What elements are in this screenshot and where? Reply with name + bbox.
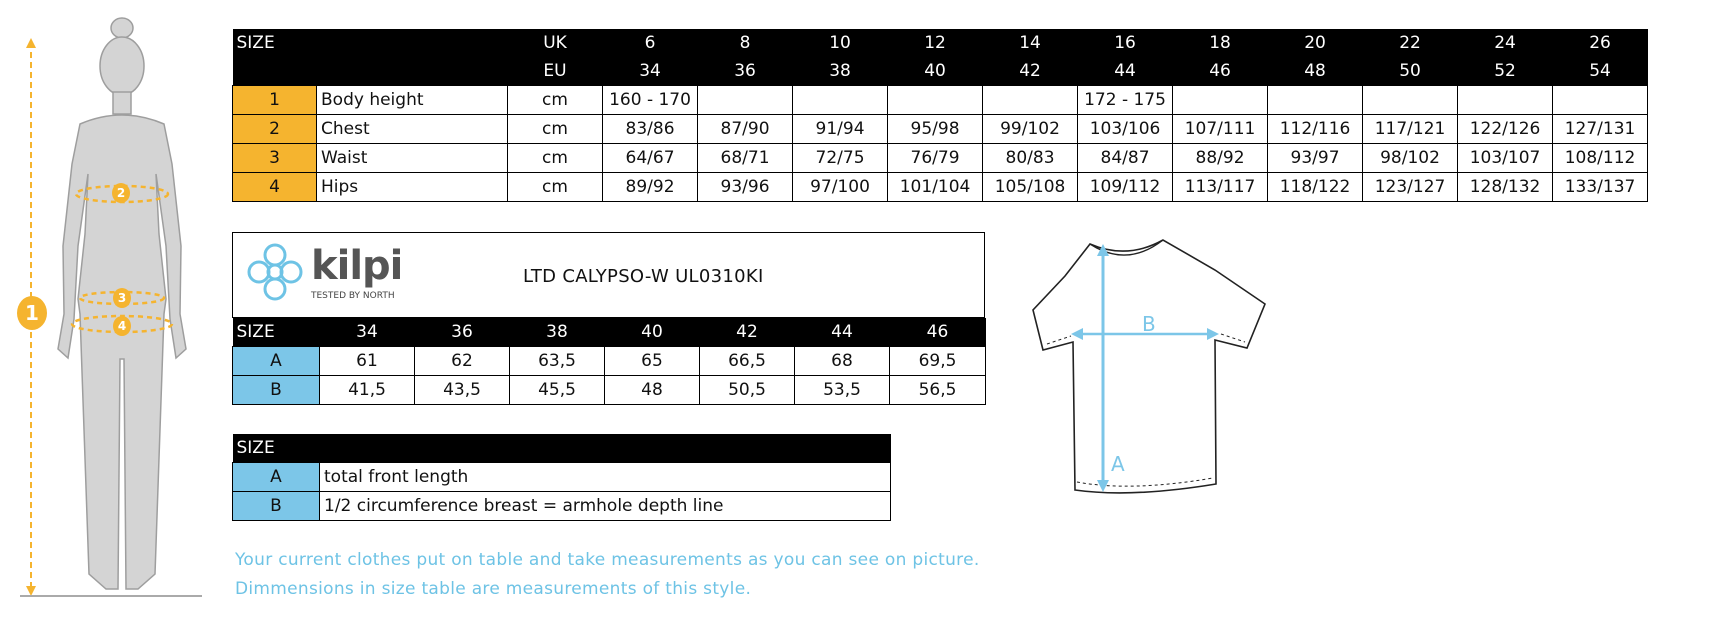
legend-badge: B <box>233 492 320 521</box>
table-cell: 53,5 <box>795 376 890 405</box>
unit-label: cm <box>508 115 603 144</box>
table-cell: 62 <box>415 347 510 376</box>
uk-size-header: 14 <box>983 29 1078 57</box>
table-cell: 56,5 <box>890 376 986 405</box>
size-header: 46 <box>890 318 986 347</box>
table-cell: 128/132 <box>1458 173 1553 202</box>
eu-size-header: 44 <box>1078 57 1173 86</box>
table-cell: 66,5 <box>700 347 795 376</box>
table-cell: 122/126 <box>1458 115 1553 144</box>
kilpi-logo-icon <box>245 239 305 305</box>
uk-size-header: 20 <box>1268 29 1363 57</box>
marker-4-label: 4 <box>117 319 127 333</box>
table-cell <box>888 86 983 115</box>
marker-4-icon <box>113 316 131 336</box>
table-cell <box>698 86 793 115</box>
size-header: 34 <box>320 318 415 347</box>
size-header: 40 <box>605 318 700 347</box>
table-cell: 99/102 <box>983 115 1078 144</box>
size-row <box>233 115 1648 144</box>
uk-size-header: 22 <box>1363 29 1458 57</box>
table-cell: 103/107 <box>1458 144 1553 173</box>
product-measure-table <box>232 318 986 405</box>
unit-label: cm <box>508 173 603 202</box>
legend-row <box>233 492 891 521</box>
eu-size-header: 52 <box>1458 57 1553 86</box>
label-a: A <box>1111 452 1125 476</box>
size-header-row <box>233 29 1648 57</box>
table-cell: 117/121 <box>1363 115 1458 144</box>
table-cell: 112/116 <box>1268 115 1363 144</box>
measure-badge: B <box>233 376 320 405</box>
uk-size-header: 16 <box>1078 29 1173 57</box>
legend-header: SIZE <box>233 434 891 463</box>
table-cell <box>793 86 888 115</box>
legend-description: 1/2 circumference breast = armhole depth line <box>320 492 891 521</box>
table-cell: 76/79 <box>888 144 983 173</box>
table-cell <box>1458 86 1553 115</box>
eu-size-header: 48 <box>1268 57 1363 86</box>
marker-1-icon <box>17 296 47 330</box>
table-cell: 45,5 <box>510 376 605 405</box>
legend-badge: A <box>233 463 320 492</box>
size-header: 44 <box>795 318 890 347</box>
size-header: 42 <box>700 318 795 347</box>
table-cell: 84/87 <box>1078 144 1173 173</box>
size-header-label: SIZE <box>233 318 320 347</box>
table-cell: 68 <box>795 347 890 376</box>
eu-header-row <box>233 57 1648 86</box>
eu-size-header: 42 <box>983 57 1078 86</box>
uk-header: UK <box>508 29 603 57</box>
table-cell <box>1363 86 1458 115</box>
table-cell <box>1553 86 1648 115</box>
legend-table <box>232 434 891 521</box>
product-title: LTD CALYPSO-W UL0310KI <box>523 266 764 287</box>
uk-size-header: 8 <box>698 29 793 57</box>
table-cell: 80/83 <box>983 144 1078 173</box>
table-cell: 172 - 175 <box>1078 86 1173 115</box>
row-number-badge: 4 <box>233 173 317 202</box>
table-cell: 69,5 <box>890 347 986 376</box>
marker-2-icon <box>112 183 130 203</box>
table-cell: 93/96 <box>698 173 793 202</box>
table-cell: 160 - 170 <box>603 86 698 115</box>
table-cell: 50,5 <box>700 376 795 405</box>
row-number-badge: 2 <box>233 115 317 144</box>
tshirt-diagram <box>1025 236 1270 511</box>
size-row <box>233 173 1648 202</box>
unit-label: cm <box>508 144 603 173</box>
marker-1-label: 1 <box>25 301 39 325</box>
uk-size-header: 10 <box>793 29 888 57</box>
legend-description: total front length <box>320 463 891 492</box>
table-cell: 97/100 <box>793 173 888 202</box>
measure-name: Waist <box>317 144 508 173</box>
product-box <box>232 232 985 318</box>
measure-name: Chest <box>317 115 508 144</box>
eu-size-header: 54 <box>1553 57 1648 86</box>
size-header: 36 <box>415 318 510 347</box>
measure-name: Body height <box>317 86 508 115</box>
table-cell <box>1268 86 1363 115</box>
legend-header-row <box>233 434 891 463</box>
row-number-badge: 3 <box>233 144 317 173</box>
size-row <box>233 144 1648 173</box>
uk-size-header: 6 <box>603 29 698 57</box>
table-cell: 64/67 <box>603 144 698 173</box>
table-cell <box>983 86 1078 115</box>
table-cell: 48 <box>605 376 700 405</box>
uk-size-header: 12 <box>888 29 983 57</box>
uk-size-header: 18 <box>1173 29 1268 57</box>
product-header-row <box>233 318 986 347</box>
label-b: B <box>1142 312 1156 336</box>
measure-name: Hips <box>317 173 508 202</box>
measure-badge: A <box>233 347 320 376</box>
table-cell: 95/98 <box>888 115 983 144</box>
table-cell: 127/131 <box>1553 115 1648 144</box>
note-line-2: Dimmensions in size table are measurements of this style. <box>235 579 752 599</box>
table-cell: 88/92 <box>1173 144 1268 173</box>
legend-row <box>233 463 891 492</box>
table-cell: 107/111 <box>1173 115 1268 144</box>
unit-label: cm <box>508 86 603 115</box>
table-cell: 61 <box>320 347 415 376</box>
table-cell: 91/94 <box>793 115 888 144</box>
marker-3-icon <box>113 288 131 308</box>
table-cell: 105/108 <box>983 173 1078 202</box>
table-cell: 113/117 <box>1173 173 1268 202</box>
table-cell: 118/122 <box>1268 173 1363 202</box>
table-cell: 83/86 <box>603 115 698 144</box>
table-cell: 65 <box>605 347 700 376</box>
uk-size-header: 24 <box>1458 29 1553 57</box>
eu-size-header: 46 <box>1173 57 1268 86</box>
table-cell: 133/137 <box>1553 173 1648 202</box>
table-cell: 101/104 <box>888 173 983 202</box>
table-cell <box>1173 86 1268 115</box>
uk-size-header: 26 <box>1553 29 1648 57</box>
size-header-label: SIZE <box>233 29 508 57</box>
marker-3-label: 3 <box>117 291 127 305</box>
size-row <box>233 86 1648 115</box>
table-cell: 43,5 <box>415 376 510 405</box>
table-cell: 109/112 <box>1078 173 1173 202</box>
note-line-1: Your current clothes put on table and take measurements as you can see on picture. <box>235 550 980 570</box>
size-table <box>232 29 1648 202</box>
eu-size-header: 40 <box>888 57 983 86</box>
brand-tagline: TESTED BY NORTH <box>311 291 395 301</box>
product-row <box>233 376 986 405</box>
table-cell: 63,5 <box>510 347 605 376</box>
row-number-badge: 1 <box>233 86 317 115</box>
marker-2-label: 2 <box>116 186 126 200</box>
table-cell: 41,5 <box>320 376 415 405</box>
table-cell <box>233 57 508 86</box>
product-row <box>233 347 986 376</box>
brand-logo-text: kilpi <box>311 243 403 289</box>
notes <box>235 546 980 604</box>
eu-header: EU <box>508 57 603 86</box>
table-cell: 68/71 <box>698 144 793 173</box>
table-cell: 87/90 <box>698 115 793 144</box>
eu-size-header: 36 <box>698 57 793 86</box>
table-cell: 108/112 <box>1553 144 1648 173</box>
table-cell: 89/92 <box>603 173 698 202</box>
eu-size-header: 38 <box>793 57 888 86</box>
table-cell: 103/106 <box>1078 115 1173 144</box>
table-cell: 72/75 <box>793 144 888 173</box>
table-cell: 123/127 <box>1363 173 1458 202</box>
table-cell: 98/102 <box>1363 144 1458 173</box>
eu-size-header: 34 <box>603 57 698 86</box>
eu-size-header: 50 <box>1363 57 1458 86</box>
size-header: 38 <box>510 318 605 347</box>
table-cell: 93/97 <box>1268 144 1363 173</box>
